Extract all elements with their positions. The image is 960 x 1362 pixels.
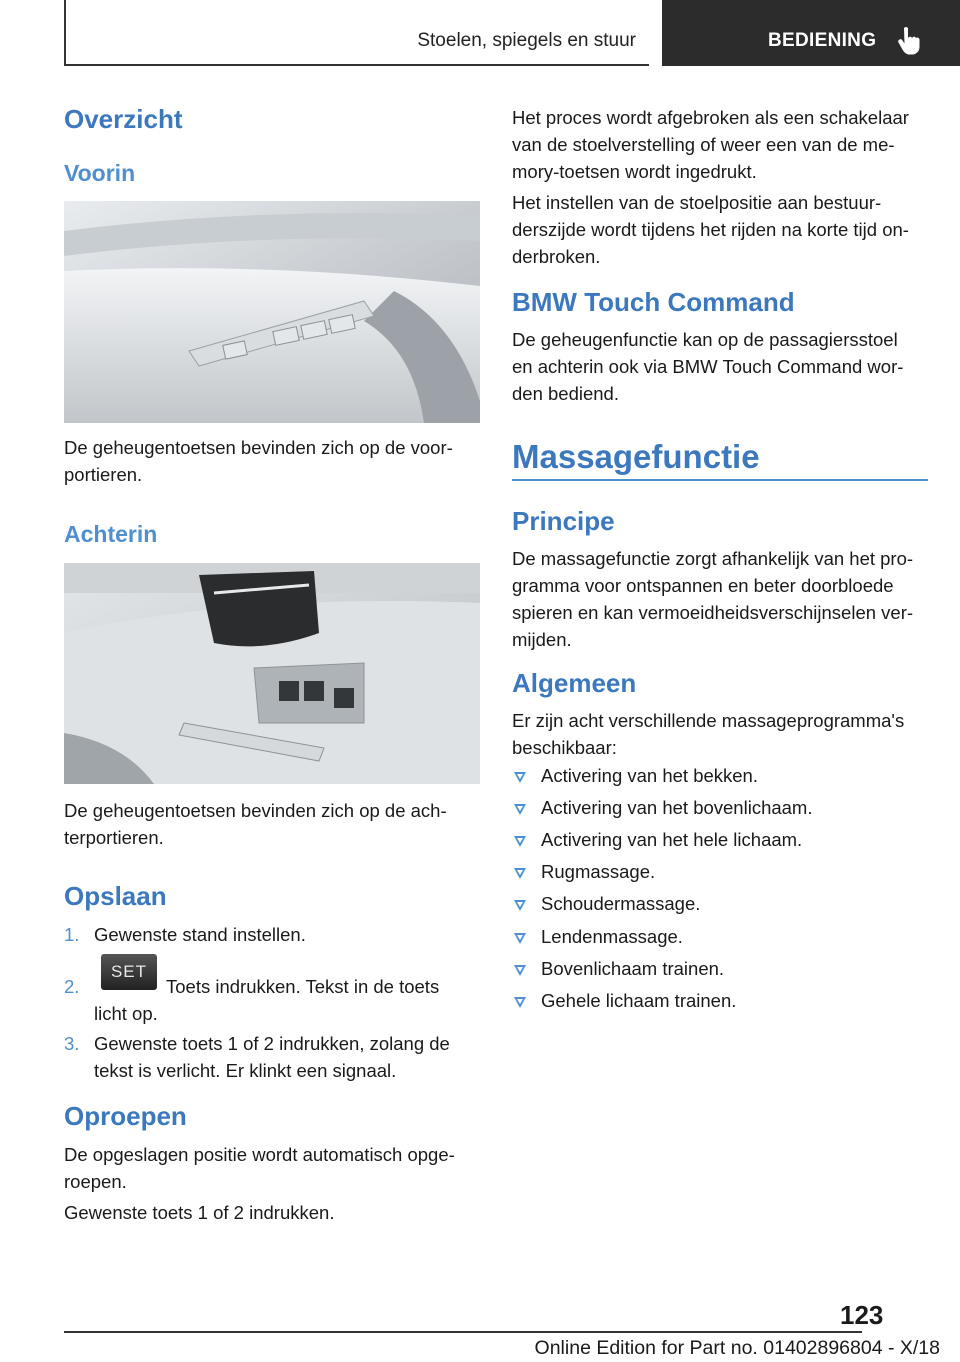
step-number: 3. — [64, 1033, 80, 1054]
step-number: 2. — [64, 976, 80, 997]
step-1 — [64, 921, 79, 948]
triangle-bullet-icon — [514, 772, 526, 783]
list-item: Rugmassage. — [541, 861, 656, 882]
oproepen-p1-line2: roepen. — [64, 1171, 127, 1192]
algemeen-p-line1: Er zijn acht verschillende massageprogramma's — [512, 710, 905, 731]
hand-pointer-icon — [896, 26, 922, 56]
opslaan-heading: Opslaan — [64, 881, 167, 911]
touch-command-heading: BMW Touch Command — [512, 287, 795, 317]
list-item: Activering van het hele lichaam. — [541, 829, 803, 850]
oproepen-p2: Gewenste toets 1 of 2 indrukken. — [64, 1202, 335, 1223]
step-2 — [64, 973, 79, 1000]
touch-p-line3: den bediend. — [512, 383, 619, 404]
set-button-image: SET — [101, 954, 157, 990]
overzicht-heading: Overzicht — [64, 104, 183, 134]
page-number: 123 — [840, 1300, 884, 1330]
oproepen-p1-line1: De opgeslagen positie wordt automatisch opge- — [64, 1144, 455, 1165]
triangle-bullet-icon — [514, 965, 526, 976]
footer-rule — [64, 1331, 862, 1333]
voorin-caption-line2: portieren. — [64, 464, 143, 485]
principe-p-line3: spieren en kan vermoeidheidsverschijnselen ver- — [512, 602, 914, 623]
list-item: Lendenmassage. — [541, 926, 683, 947]
header-rule-bottom — [64, 64, 649, 66]
list-item: Activering van het bekken. — [541, 765, 758, 786]
principe-p-line2: gramma voor ontspannen en beter doorbloede — [512, 575, 894, 596]
list-item: Gehele lichaam trainen. — [541, 990, 737, 1011]
list-item: Bovenlichaam trainen. — [541, 958, 725, 979]
touch-p-line1: De geheugenfunctie kan op de passagiersstoel — [512, 329, 898, 350]
triangle-bullet-icon — [514, 804, 526, 815]
step-2-text-line2: licht op. — [94, 1003, 158, 1024]
right-p2-line3: derbroken. — [512, 246, 601, 267]
right-p2-line1: Het instellen van de stoelpositie aan bestuur- — [512, 192, 882, 213]
front-door-memory-buttons-image — [64, 201, 480, 423]
achterin-caption-line2: terportieren. — [64, 827, 164, 848]
rear-door-memory-buttons-image — [64, 563, 480, 784]
massagefunctie-heading: Massagefunctie — [512, 438, 760, 475]
triangle-bullet-icon — [514, 900, 526, 911]
principe-p-line4: mijden. — [512, 629, 572, 650]
massagefunctie-rule — [512, 479, 928, 481]
triangle-bullet-icon — [514, 868, 526, 879]
step-2-text-line1: Toets indrukken. Tekst in de toets — [166, 976, 440, 997]
right-p1-line1: Het proces wordt afgebroken als een schakelaar — [512, 107, 909, 128]
achterin-caption-line1: De geheugentoetsen bevinden zich op de ach- — [64, 800, 447, 821]
right-p2-line2: derszijde wordt tijdens het rijden na korte tijd on- — [512, 219, 909, 240]
step-3-text-line2: tekst is verlicht. Er klinkt een signaal. — [94, 1060, 397, 1081]
header-chapter-title: BEDIENING — [768, 30, 877, 51]
touch-p-line2: en achterin ook via BMW Touch Command wor- — [512, 356, 904, 377]
header-section-title: Stoelen, spiegels en stuur — [417, 30, 636, 51]
footer-edition: Online Edition for Part no. 01402896804 - X/18 — [534, 1337, 940, 1359]
right-p1-line2: van de stoelverstelling of weer een van de me- — [512, 134, 895, 155]
principe-heading: Principe — [512, 506, 615, 536]
algemeen-heading: Algemeen — [512, 668, 637, 698]
list-item: Activering van het bovenlichaam. — [541, 797, 813, 818]
step-3-text-line1: Gewenste toets 1 of 2 indrukken, zolang de — [94, 1033, 450, 1054]
triangle-bullet-icon — [514, 933, 526, 944]
principe-p-line1: De massagefunctie zorgt afhankelijk van het pro- — [512, 548, 914, 569]
step-1-text: Gewenste stand instellen. — [94, 924, 306, 945]
step-3 — [64, 1030, 79, 1057]
achterin-heading: Achterin — [64, 521, 158, 547]
header-chapter-tab — [662, 0, 960, 66]
step-number: 1. — [64, 924, 80, 945]
voorin-heading: Voorin — [64, 160, 136, 186]
triangle-bullet-icon — [514, 997, 526, 1008]
oproepen-heading: Oproepen — [64, 1101, 187, 1131]
list-item: Schoudermassage. — [541, 893, 701, 914]
algemeen-p-line2: beschikbaar: — [512, 737, 617, 758]
right-p1-line3: mory-toetsen wordt ingedrukt. — [512, 161, 757, 182]
triangle-bullet-icon — [514, 836, 526, 847]
voorin-caption-line1: De geheugentoetsen bevinden zich op de voor- — [64, 437, 453, 458]
